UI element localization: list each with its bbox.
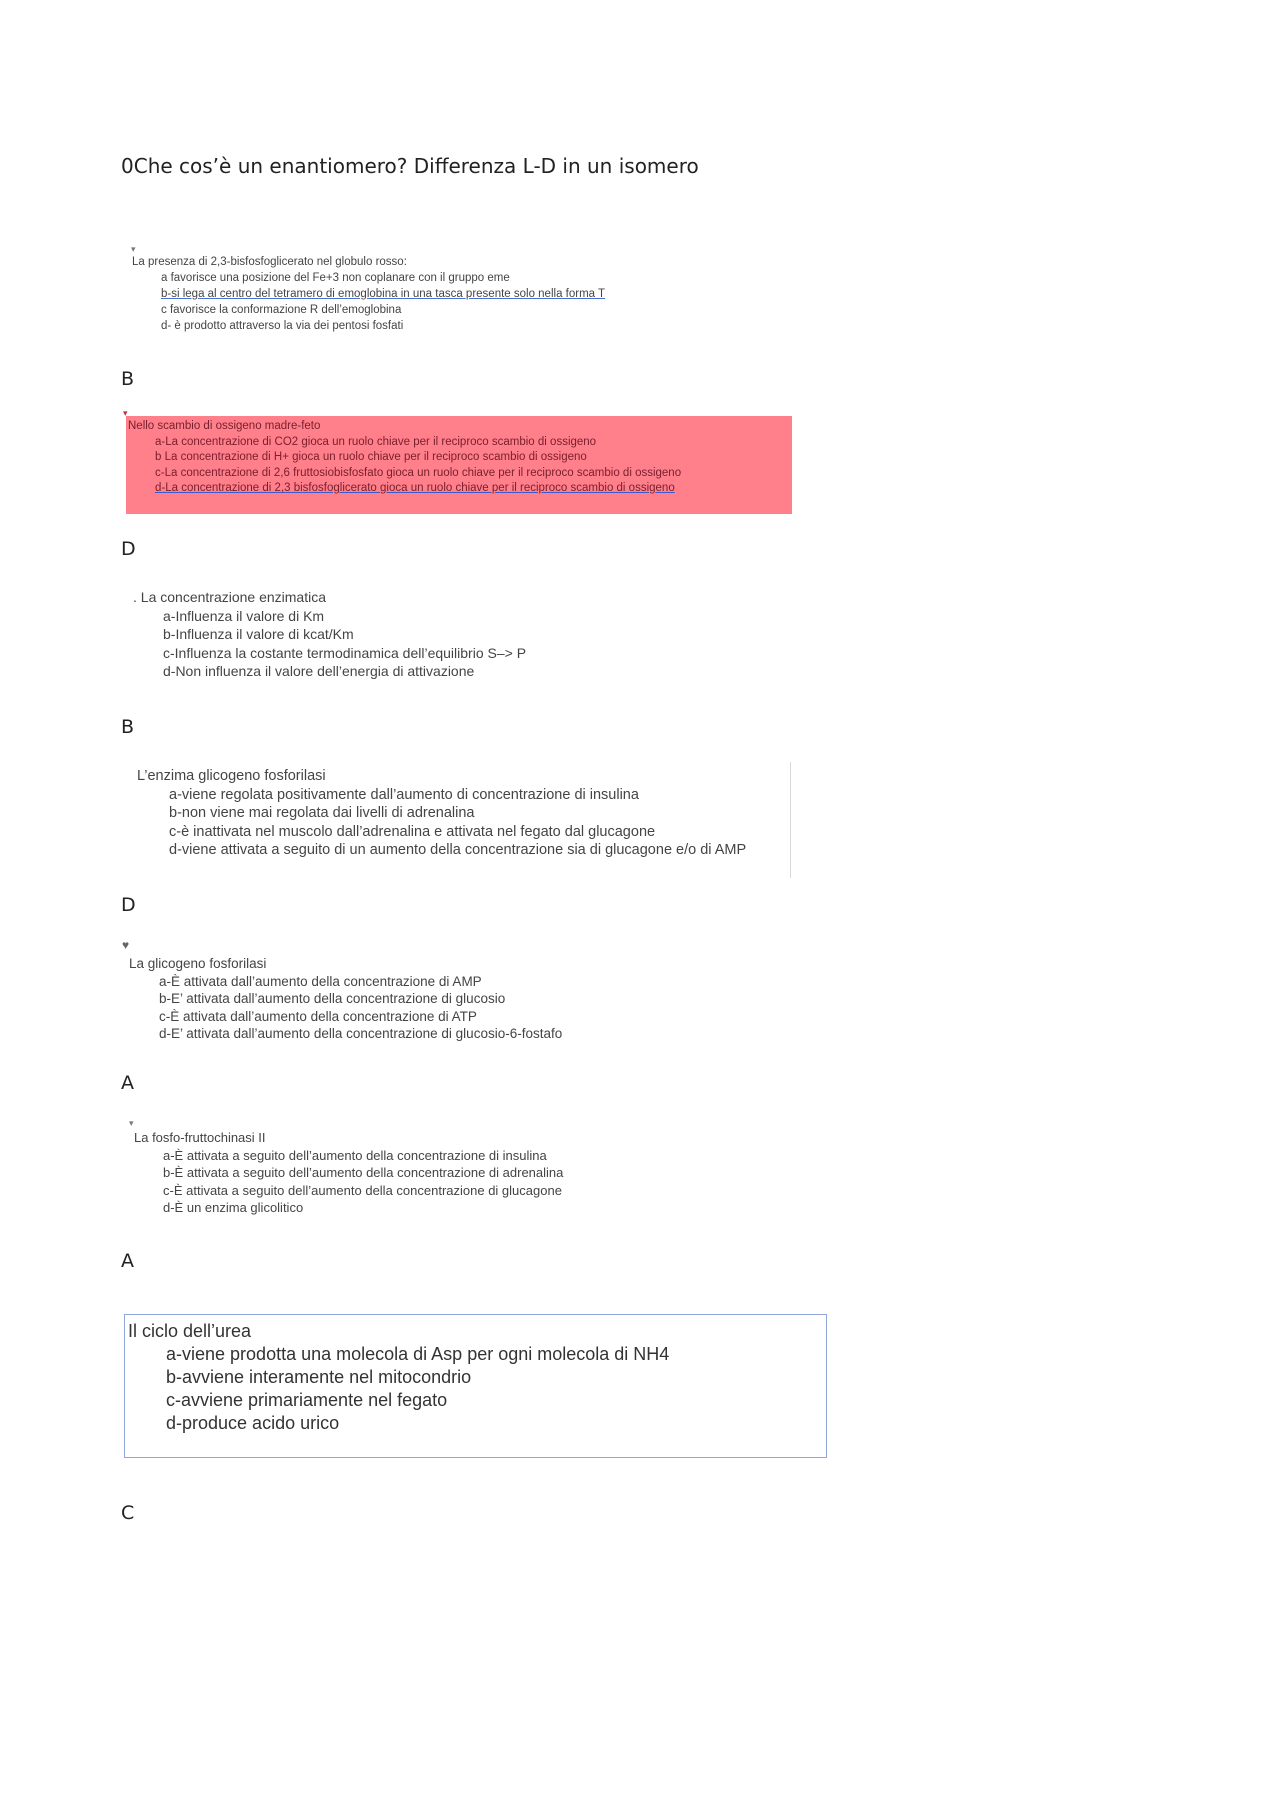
option-d: d-La concentrazione di 2,3 bisfosfoglicerato gioca un ruolo chiave per il reciproco scambio di ossigeno (155, 482, 675, 494)
question-stem: La fosfo-fruttochinasi II (134, 1130, 266, 1145)
question-snippet-7 (128, 1320, 669, 1435)
option-c: c-La concentrazione di 2,6 fruttosiobisfosfato gioca un ruolo chiave per il reciproco scambio di ossigeno (155, 466, 682, 479)
question-snippet-1 (132, 254, 605, 334)
question-snippet-2 (128, 419, 681, 497)
caret-icon: ▾ (123, 408, 128, 418)
option-d: d-produce acido urico (166, 1413, 340, 1433)
option-c: c-È attivata dall’aumento della concentrazione di ATP (159, 1008, 477, 1024)
option-a: a-viene prodotta una molecola di Asp per ogni molecola di NH4 (166, 1344, 670, 1364)
caret-icon: ▾ (129, 1118, 134, 1128)
caret-icon: ▾ (131, 244, 136, 254)
answer-1: B (121, 368, 135, 390)
question-snippet-6 (134, 1129, 563, 1217)
question-stem: . La concentrazione enzimatica (133, 589, 326, 605)
option-a: a-Influenza il valore di Km (163, 607, 325, 624)
option-a: a-È attivata dall’aumento della concentrazione di AMP (159, 973, 482, 989)
option-b: b-si lega al centro del tetramero di emoglobina in una tasca presente solo nella forma T (161, 288, 606, 300)
option-b: b La concentrazione di H+ gioca un ruolo chiave per il reciproco scambio di ossigeno (155, 451, 587, 463)
option-d: d- è prodotto attraverso la via dei pentosi fosfati (161, 320, 404, 332)
option-a: a favorisce una posizione del Fe+3 non coplanare con il gruppo eme (161, 272, 510, 284)
question-stem: La glicogeno fosforilasi (129, 956, 267, 971)
option-d: d-E’ attivata dall’aumento della concentrazione di glucosio-6-fostafo (159, 1026, 563, 1041)
question-stem: L’enzima glicogeno fosforilasi (137, 768, 326, 784)
option-b: b-non viene mai regolata dai livelli di adrenalina (169, 805, 475, 821)
option-b: b-avviene interamente nel mitocondrio (166, 1367, 472, 1387)
answer-7: C (121, 1502, 135, 1524)
page-heading: 0Che cos’è un enantiomero? Differenza L-D in un isomero (121, 154, 699, 178)
option-a: a-viene regolata positivamente dall’aumento di concentrazione di insulina (169, 786, 639, 803)
option-b: b-Influenza il valore di kcat/Km (163, 626, 354, 642)
question-stem: Il ciclo dell’urea (128, 1321, 252, 1341)
option-b: b-È attivata a seguito dell’aumento della concentrazione di adrenalina (163, 1165, 564, 1180)
option-d: d-viene attivata a seguito di un aumento della concentrazione sia di glucagone e/o di AMP (169, 842, 747, 858)
answer-2: D (121, 538, 136, 560)
question-stem: Nello scambio di ossigeno madre-feto (128, 420, 321, 432)
heart-icon: ♥ (122, 938, 130, 952)
question-stem: La presenza di 2,3-bisfosfoglicerato nel globulo rosso: (132, 256, 407, 268)
option-c: c-avviene primariamente nel fegato (166, 1390, 448, 1410)
option-d: d-È un enzima glicolitico (163, 1200, 304, 1215)
option-a: a-È attivata a seguito dell’aumento della concentrazione di insulina (163, 1147, 547, 1163)
answer-6: A (121, 1250, 134, 1272)
question-snippet-5 (129, 955, 562, 1043)
option-c: c favorisce la conformazione R dell’emoglobina (161, 304, 402, 316)
answer-3: B (121, 716, 135, 738)
option-c: c-è inattivata nel muscolo dall’adrenalina e attivata nel fegato dal glucagone (169, 823, 656, 840)
option-c: c-Influenza la costante termodinamica dell’equilibrio S–> P (163, 644, 527, 661)
question-snippet-3 (133, 588, 526, 681)
answer-4: D (121, 894, 136, 916)
option-d: d-Non influenza il valore dell’energia di attivazione (163, 663, 475, 679)
question-snippet-4 (137, 767, 746, 860)
answer-5: A (121, 1072, 134, 1094)
option-b: b-E’ attivata dall’aumento della concentrazione di glucosio (159, 991, 506, 1006)
option-a: a-La concentrazione di CO2 gioca un ruolo chiave per il reciproco scambio di ossigeno (155, 435, 597, 448)
option-c: c-È attivata a seguito dell’aumento della concentrazione di glucagone (163, 1182, 562, 1198)
crop-edge-line (790, 762, 791, 878)
